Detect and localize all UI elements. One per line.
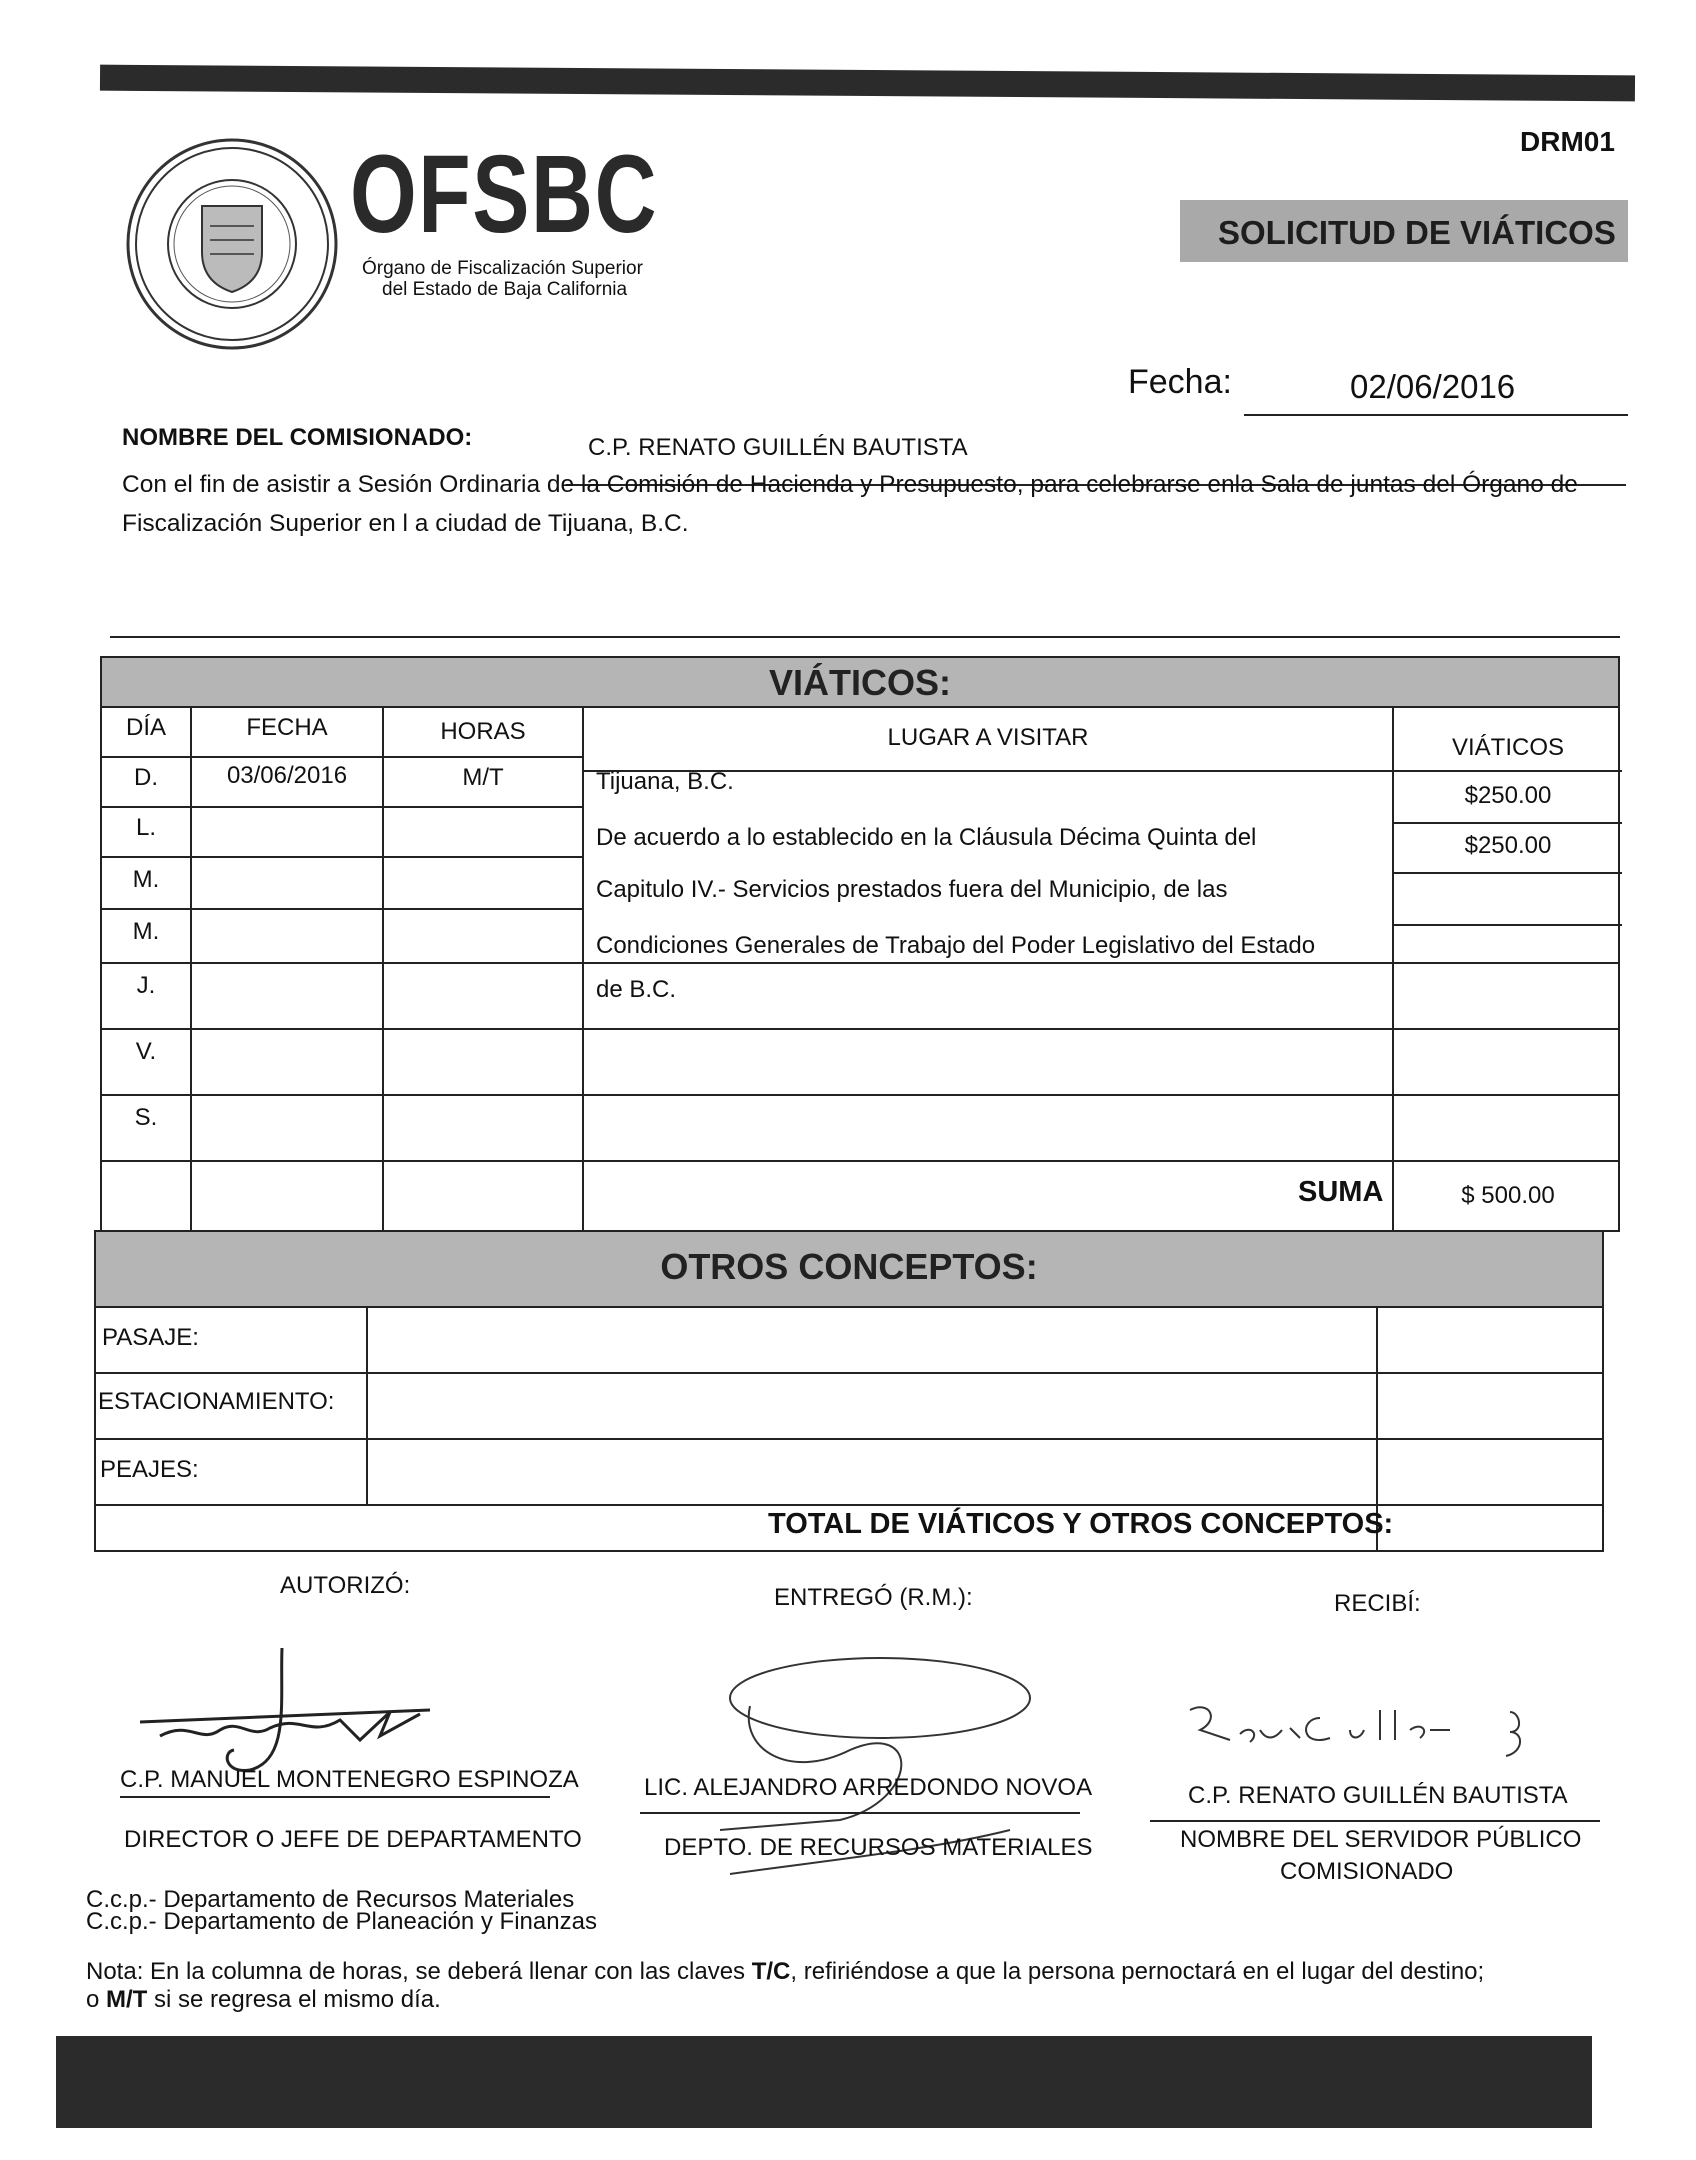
nota-prefix: Nota: En la columna de horas, se deberá llenar con las claves [86,1958,752,1985]
ccp-line: C.c.p.- Departamento de Planeación y Finanzas [86,1908,597,1935]
logo-subtitle-2: del Estado de Baja California [382,279,628,300]
row-divider [102,706,1618,708]
row-divider [102,1094,1618,1096]
bottom-bar [56,2036,1592,2128]
recibi-name: C.P. RENATO GUILLÉN BAUTISTA [1188,1782,1568,1809]
row-divider [582,770,1622,772]
nota-line-1 [86,1958,1484,1986]
lugar-line: Capitulo IV.- Servicios prestados fuera del Municipio, de las [596,876,1228,903]
autorizo-name: C.P. MANUEL MONTENEGRO ESPINOZA [120,1766,579,1793]
header-lugar: LUGAR A VISITAR [887,724,1089,751]
entrego-label: ENTREGÓ (R.M.): [774,1584,973,1611]
purpose-line-2: Fiscalización Superior en l a ciudad de Tijuana, B.C. [122,510,689,537]
recibi-label: RECIBÍ: [1334,1590,1421,1617]
otros-row-label: ESTACIONAMIENTO: [98,1388,335,1415]
purpose-line-1: Con el fin de asistir a Sesión Ordinaria de la Comisión de Hacienda y Presupuesto, para celebrarse enla Sala de juntas del Órgano de [122,471,1578,498]
row-divider [102,1160,1618,1162]
nota-line-2 [86,1986,441,2014]
comisionado-value: C.P. RENATO GUILLÉN BAUTISTA [588,434,968,461]
row-divider [1392,822,1622,824]
signature-line [1150,1820,1600,1822]
day-label: S. [134,1104,158,1131]
otros-row-label: PEAJES: [100,1456,199,1483]
logo-acronym: OFSBC [350,133,659,256]
lugar-line: Tijuana, B.C. [596,768,734,795]
row-divider [1392,924,1622,926]
lugar-line: De acuerdo a lo establecido en la Cláusula Décima Quinta del [596,824,1257,851]
fecha-label: Fecha: [1128,363,1232,401]
suma-label: SUMA [1298,1176,1384,1208]
nota-line2-suffix: si se regresa el mismo día. [147,1986,441,2013]
row1-fecha: 03/06/2016 [226,762,348,789]
day-label: D. [134,764,158,791]
separator-line [110,636,1620,638]
nota-code-tc: T/C [751,1958,791,1985]
otros-table [94,1230,1604,1552]
nota-code-mt: M/T [106,1986,148,2013]
header-horas: HORAS [440,718,526,745]
row-divider [1392,872,1622,874]
header-dia: DÍA [125,714,166,741]
recibi-role-2: COMISIONADO [1280,1858,1454,1885]
recibi-role-1: NOMBRE DEL SERVIDOR PÚBLICO [1180,1826,1582,1853]
row-divider [102,856,582,858]
fecha-value: 02/06/2016 [1350,368,1516,405]
autorizo-role: DIRECTOR O JEFE DE DEPARTAMENTO [124,1826,582,1853]
row1-horas: M/T [462,764,504,791]
amount-cell: $250.00 [1464,782,1552,809]
row-divider [102,806,582,808]
otros-row-label: PASAJE: [102,1324,199,1351]
autorizo-label: AUTORIZÓ: [280,1572,411,1599]
row-divider [102,756,582,758]
row-divider [102,908,582,910]
nota-middle: , refiriéndose a que la persona pernoctará en el lugar del destino; [790,1958,1485,1985]
fecha-underline [1244,414,1628,416]
nota-line2-prefix: o [86,1986,107,2013]
entrego-role: DEPTO. DE RECURSOS MATERIALES [664,1834,1093,1861]
comisionado-label: NOMBRE DEL COMISIONADO: [122,424,473,451]
total-label: TOTAL DE VIÁTICOS Y OTROS CONCEPTOS: [768,1508,1394,1540]
col-divider [582,706,584,1232]
viaticos-table [100,656,1620,1232]
form-title: SOLICITUD DE VIÁTICOS [1218,214,1616,251]
col-divider [366,1306,368,1504]
viaticos-title: VIÁTICOS: [768,662,951,703]
form-code: DRM01 [1520,126,1615,157]
signature-line [120,1796,550,1798]
seal-logo [124,136,340,352]
day-label: V. [135,1038,157,1065]
row-divider [102,1028,1618,1030]
signature-line [640,1812,1080,1814]
amount-cell: $250.00 [1464,832,1552,859]
logo-subtitle-1: Órgano de Fiscalización Superior [362,258,643,279]
header-fecha: FECHA [246,714,328,741]
lugar-line: Condiciones Generales de Trabajo del Poder Legislativo del Estado [596,932,1316,959]
lugar-line: de B.C. [596,976,677,1003]
day-label: M. [132,918,160,945]
suma-value: $ 500.00 [1461,1182,1555,1209]
header-viaticos: VIÁTICOS [1451,734,1565,761]
entrego-name: LIC. ALEJANDRO ARREDONDO NOVOA [644,1774,1093,1801]
ccp-line: C.c.p.- Departamento de Recursos Materiales [86,1886,575,1913]
otros-title: OTROS CONCEPTOS: [660,1246,1038,1287]
top-bar [100,65,1635,102]
day-label: M. [132,866,160,893]
row-divider [102,962,1618,964]
day-label: L. [135,814,156,841]
signature-recibi [1180,1700,1560,1780]
day-label: J. [136,972,156,999]
